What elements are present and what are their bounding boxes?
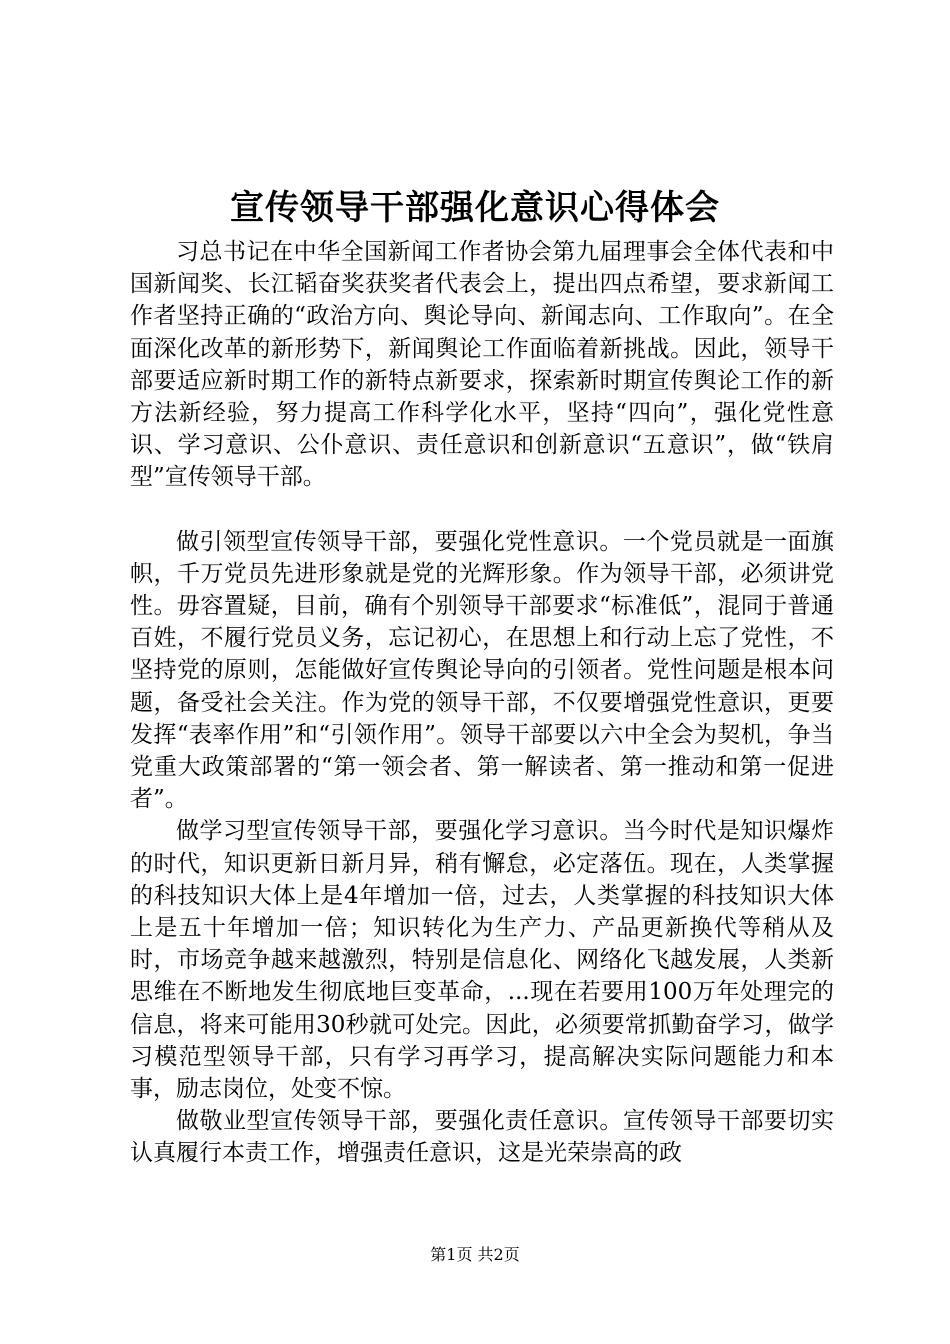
page-footer: 第1页 共2页 <box>430 1245 520 1264</box>
paragraph-party-spirit: 做引领型宣传领导干部，要强化党性意识。一个党员就是一面旗帜，千万党员先进形象就是党的光辉形象。作为领导干部，必须讲党性。毋容置疑，目前，确有个别领导干部要求“标准低”，混同于普通百姓，不履行党员义务，忘记初心，在思想上和行动上忘了党性，不坚持党的原则，怎能做好宣传舆论导向的引领者。党性问题是根本问题，备受社会关注。作为党的领导干部，不仅要增强党性意识，更要发挥“表率作用”和“引领作用”。领导干部要以六中全会为契机，争当党重大政策部署的“第一领会者、第一解读者、第一推动和第一促进者”。 <box>130 528 834 813</box>
paragraph-learning: 做学习型宣传领导干部，要强化学习意识。当今时代是知识爆炸的时代，知识更新日新月异，稍有懈怠，必定落伍。现在，人类掌握的科技知识大体上是4年增加一倍，过去，人类掌握的科技知识大体上是五十年增加一倍；知识转化为生产力、产品更新换代等稍从及时，市场竞争越来越激烈，特别是信息化、网络化飞越发展，人类新思维在不断地发生彻底地巨变革命，...现在若要用100万年处理完的信息，将来可能用30秒就可处完。因此，必须要常抓勤奋学习，做学习模范型领导干部，只有学习再学习，提高解决实际问题能力和本事，励志岗位，处变不惊。 <box>130 818 834 1103</box>
document-body <box>130 236 834 1170</box>
paragraph-intro: 习总书记在中华全国新闻工作者协会第九届理事会全体代表和中国新闻奖、长江韬奋奖获奖者代表会上，提出四点希望，要求新闻工作者坚持正确的“政治方向、舆论导向、新闻志向、工作取向”。在全面深化改革的新形势下，新闻舆论工作面临着新挑战。因此，领导干部要适应新时期工作的新特点新要求，探索新时期宣传舆论工作的新方法新经验，努力提高工作科学化水平，坚持“四向”，强化党性意识、学习意识、公仆意识、责任意识和创新意识“五意识”，做“铁肩型”宣传领导干部。 <box>130 239 834 491</box>
paragraph-responsibility: 做敬业型宣传领导干部，要强化责任意识。宣传领导干部要切实认真履行本责工作，增强责任意识，这是光荣崇高的政 <box>130 1108 834 1167</box>
document-title: 宣传领导干部强化意识心得体会 <box>230 188 720 228</box>
